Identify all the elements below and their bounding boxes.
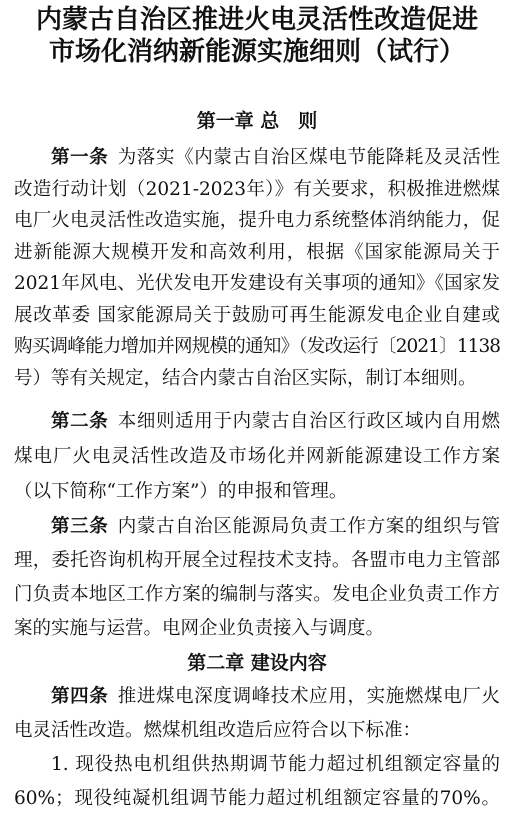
article-3-line: 案的实施与运营。电网企业负责接入与调度。 [14,617,385,639]
chapter-1-heading: 第一章 总 则 [196,110,318,132]
chapter-2-heading: 第二章 建设内容 [187,652,327,674]
list-item [14,748,500,816]
article-1-line: 改造行动计划（2021-2023年）》有关要求，积极推进燃煤 [14,178,500,200]
article-2-line [14,404,500,439]
document-title [14,4,500,68]
article-4-lead: 第四条 [51,686,109,707]
article-1-line: 购买调峰能力增加并网规模的通知》（发改运行〔2021〕1138 [14,336,500,357]
article-3 [14,510,500,646]
article-1 [14,142,500,394]
title-line-1: 内蒙古自治区推进火电灵活性改造促进 [35,5,478,35]
item-1-line: 60%；现役纯凝机组调节能力超过机组额定容量的70%。 [14,788,500,809]
article-2 [14,404,500,509]
article-4-line [14,680,500,714]
article-4-text: 推进煤电深度调峰技术应用，实施燃煤电厂火 [117,686,500,707]
item-1-line: 1. 现役热电机组供热期调节能力超过机组额定容量的 [51,754,500,775]
article-1-line: 2021年风电、光伏发电开发建设有关事项的通知》《国家发 [14,273,500,294]
article-1-line: 电厂火电灵活性改造实施，提升电力系统整体消纳能力，促 [14,210,500,231]
article-3-line [14,510,500,544]
article-3-line: 理，委托咨询机构开展全过程技术支持。各盟市电力主管部 [14,549,500,571]
article-2-line: （以下简称“工作方案”）的申报和管理。 [14,480,348,502]
article-1-line: 展改革委 国家能源局关于鼓励可再生能源发电企业自建或 [14,304,500,326]
article-2-line: 煤电厂火电灵活性改造及市场化并网新能源建设工作方案 [14,445,500,467]
article-1-lead: 第一条 [51,147,109,168]
article-3-text: 内蒙古自治区能源局负责工作方案的组织与管 [117,515,500,537]
article-2-text: 本细则适用于内蒙古自治区行政区域内自用燃 [117,410,500,432]
title-line-2: 市场化消纳新能源实施细则（试行） [48,37,465,67]
article-1-line [14,142,500,174]
article-1-text: 为落实《内蒙古自治区煤电节能降耗及灵活性 [117,147,500,168]
article-2-lead: 第二条 [51,410,109,432]
article-4 [14,680,500,748]
article-1-line: 号）等有关规定，结合内蒙古自治区实际，制订本细则。 [14,367,477,389]
article-3-lead: 第三条 [51,515,109,537]
article-1-line: 进新能源大规模开发和高效利用，根据《国家能源局关于 [14,241,500,263]
article-3-line: 门负责本地区工作方案的编制与落实。发电企业负责工作方 [14,583,500,605]
article-4-line: 电灵活性改造。燃煤机组改造后应符合以下标准： [14,720,422,741]
